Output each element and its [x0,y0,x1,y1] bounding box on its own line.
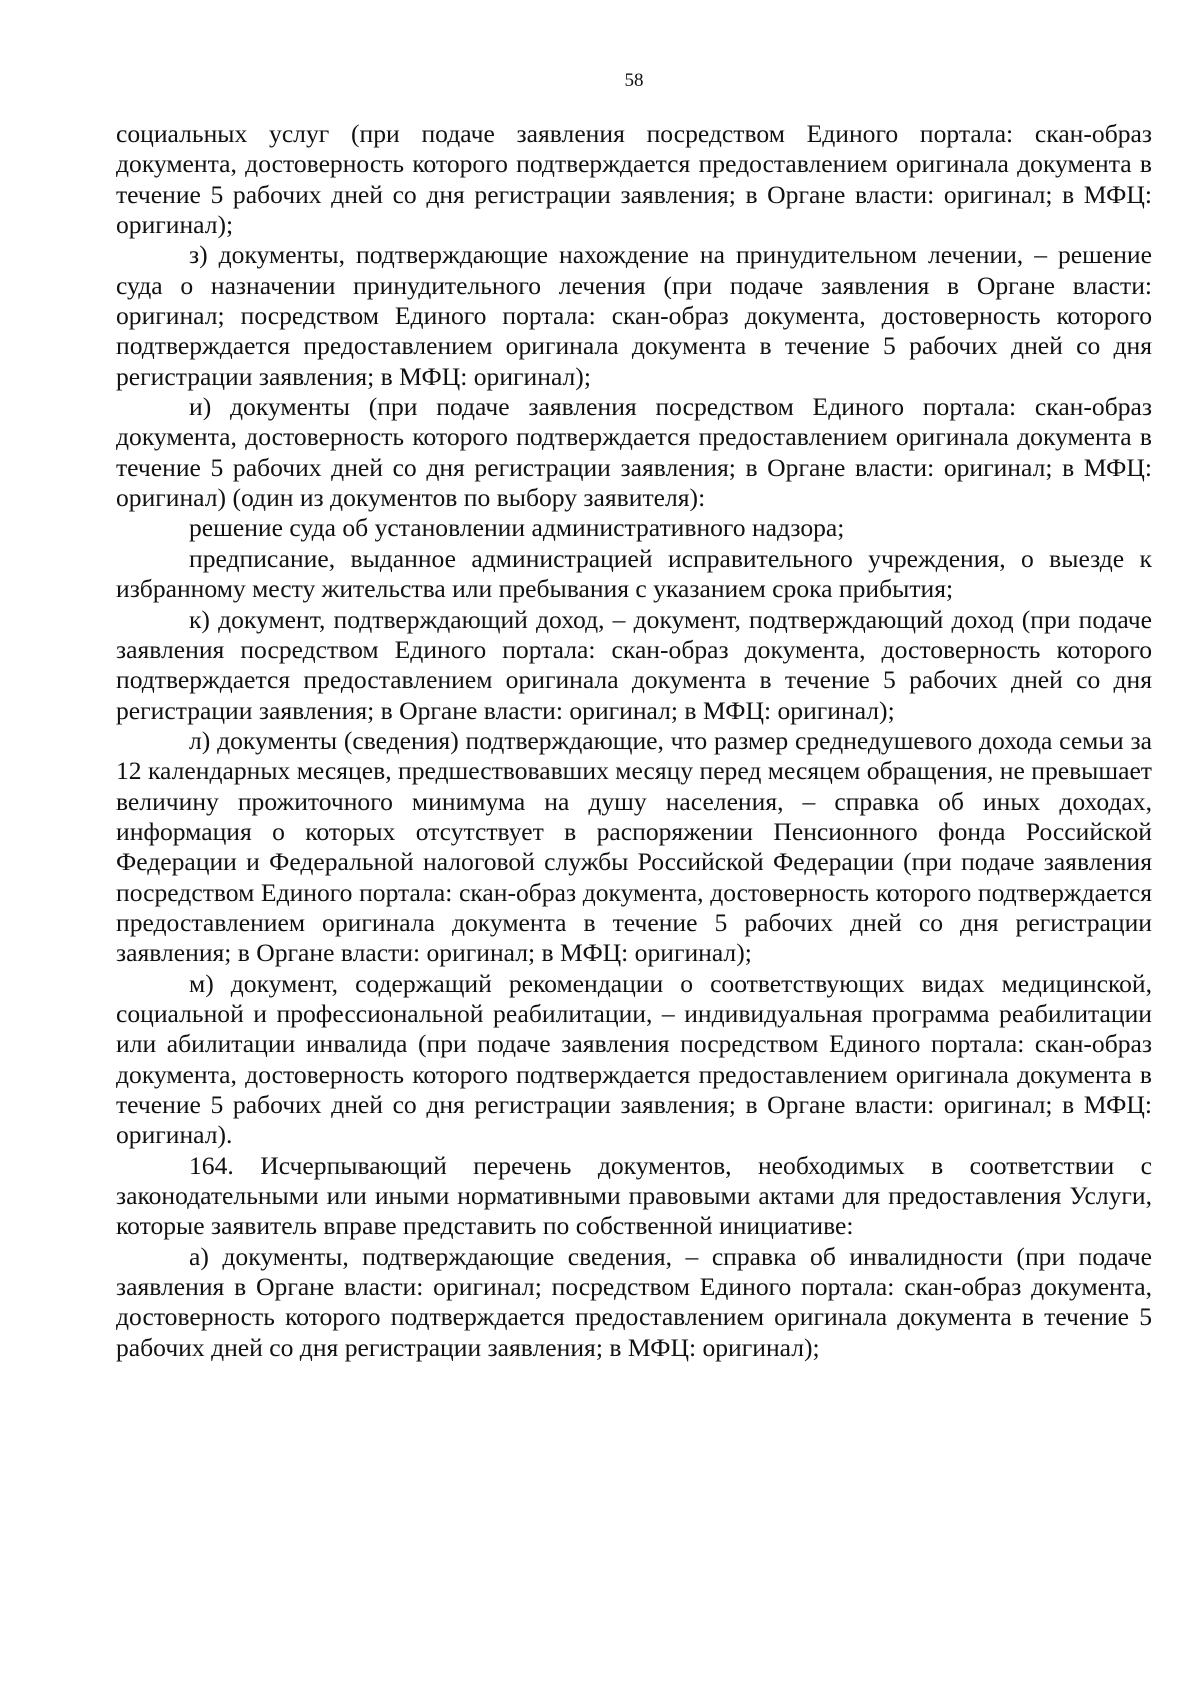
page-number: 58 [624,70,644,91]
paragraph-164: 164. Исчерпывающий перечень документов, необходимых в соответствии с законодательными или иными нормативными правовыми актами для предоставления Услуги, которые заявитель вправе представить по собственной инициативе: [116,1150,1152,1241]
document-body [116,119,1152,1363]
paragraph-item-i: и) документы (при подаче заявления посредством Единого портала: скан-образ документа, достоверность которого подтверждается предоставлением оригинала документа в течение 5 рабочих дней со дня регистрации заявления; в Органе власти: оригинал; в МФЦ: оригинал) (один из документов по выбору заявителя): [116,392,1152,513]
paragraph-item-l: л) документы (сведения) подтверждающие, что размер среднедушевого дохода семьи за 12 календарных месяцев, предшествовавших месяцу перед месяцем обращения, не превышает величину прожиточного минимума на душу населения, – справка об иных доходах, информация о которых отсутствует в распоряжении Пенсионного фонда Российской Федерации и Федеральной налоговой службы Российской Федерации (при подаче заявления посредством Единого портала: скан-образ документа, достоверность которого подтверждается предоставлением оригинала документа в течение 5 рабочих дней со дня регистрации заявления; в Органе власти: оригинал; в МФЦ: оригинал); [116,725,1152,968]
paragraph-item-a: а) документы, подтверждающие сведения, – справка об инвалидности (при подаче заявления в Органе власти: оригинал; посредством Единого портала: скан-образ документа, достоверность которого подтверждается предоставлением оригинала документа в течение 5 рабочих дней со дня регистрации заявления; в МФЦ: оригинал); [116,1241,1152,1362]
paragraph-prescription: предписание, выданное администрацией исправительного учреждения, о выезде к избранному месту жительства или пребывания с указанием срока прибытия; [116,543,1152,604]
paragraph-item-z: з) документы, подтверждающие нахождение на принудительном лечении, – решение суда о назначении принудительного лечения (при подаче заявления в Органе власти: оригинал; посредством Единого портала: скан-образ документа, достоверность которого подтверждается предоставлением оригинала документа в течение 5 рабочих дней со дня регистрации заявления; в МФЦ: оригинал); [116,240,1152,391]
paragraph-item-k: к) документ, подтверждающий доход, – документ, подтверждающий доход (при подаче заявления посредством Единого портала: скан-образ документа, достоверность которого подтверждается предоставлением оригинала документа в течение 5 рабочих дней со дня регистрации заявления; в Органе власти: оригинал; в МФЦ: оригинал); [116,604,1152,725]
paragraph-item-m: м) документ, содержащий рекомендации о соответствующих видах медицинской, социальной и профессиональной реабилитации, – индивидуальная программа реабилитации или абилитации инвалида (при подаче заявления посредством Единого портала: скан-образ документа, достоверность которого подтверждается предоставлением оригинала документа в течение 5 рабочих дней со дня регистрации заявления; в Органе власти: оригинал; в МФЦ: оригинал). [116,968,1152,1150]
paragraph-continuation: социальных услуг (при подаче заявления посредством Единого портала: скан-образ документа, достоверность которого подтверждается предоставлением оригинала документа в течение 5 рабочих дней со дня регистрации заявления; в Органе власти: оригинал; в МФЦ: оригинал); [116,119,1152,240]
paragraph-court-decision: решение суда об установлении административного надзора; [189,513,845,543]
